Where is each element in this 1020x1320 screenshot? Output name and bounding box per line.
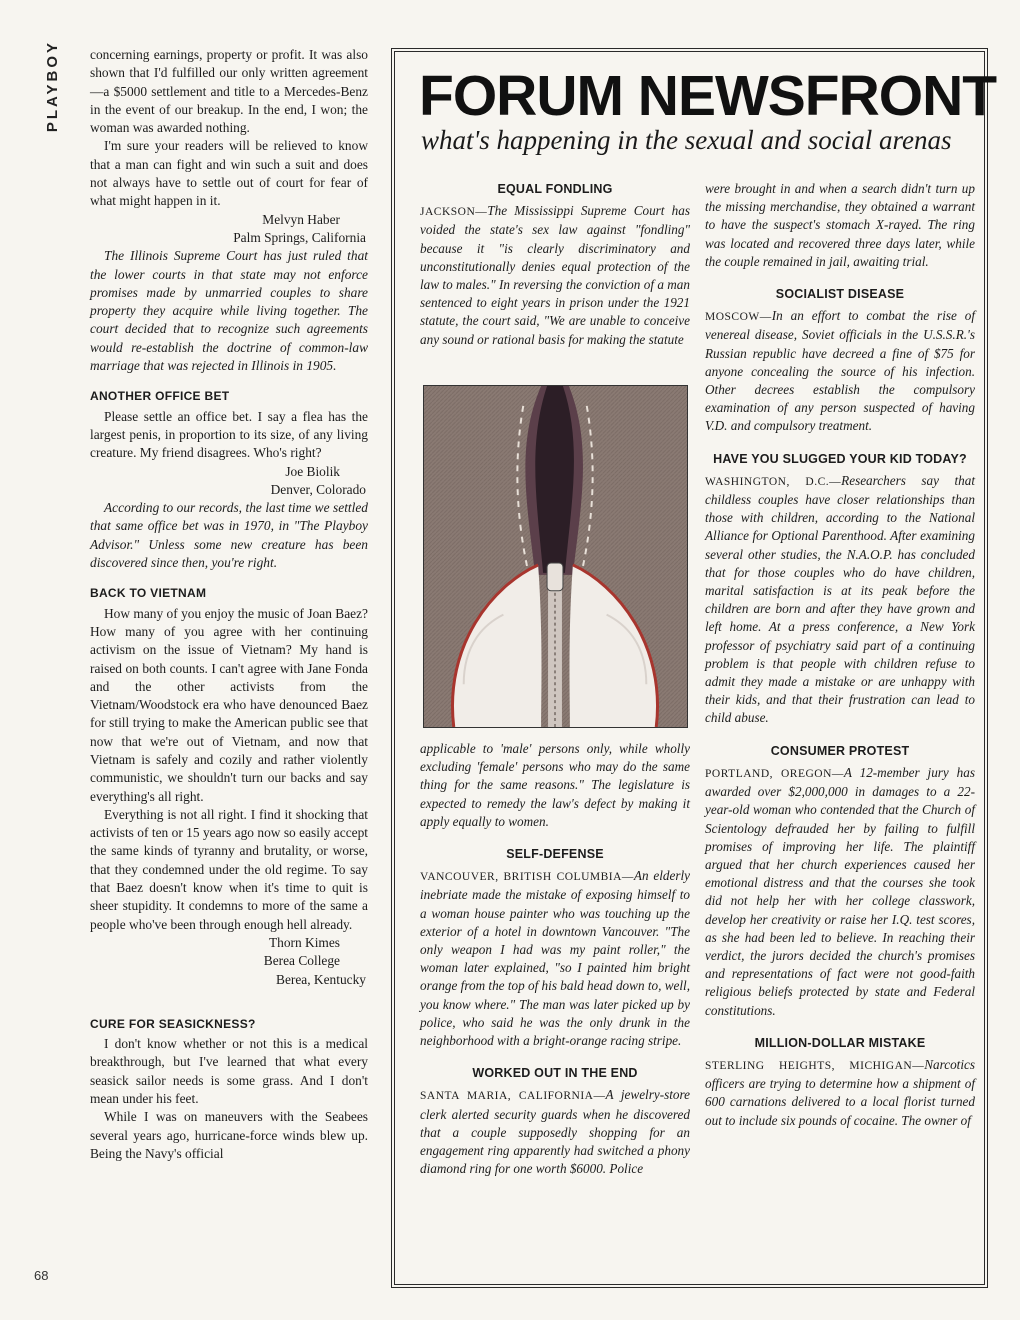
news-text: A jewelry-store clerk alerted security guards when he discovered that a couple supposedly shopping for an engagement ring apparently had switched a phony diamond ring for one worth $6000. Police <box>420 1087 690 1177</box>
section-title: FORUM NEWSFRONT <box>419 64 997 128</box>
news-item <box>705 472 975 728</box>
news-headline: SOCIALIST DISEASE <box>775 287 905 302</box>
news-item <box>420 202 690 349</box>
editor-reply: According to our records, the last time we settled that same office bet was in 1970, in "The Playboy Advisor." Unless some new creature has been discovered since then, you're right. <box>90 500 368 571</box>
news-column-middle-bottom <box>420 740 690 1178</box>
dateline: MOSCOW— <box>705 311 772 324</box>
letter-paragraph: I don't know whether or not this is a medical breakthrough, but I've learned that what every seasick sailor needs is some grass. And I don't mean under his feet. <box>90 1036 368 1107</box>
news-headline: CONSUMER PROTEST <box>770 743 910 758</box>
signature-place: Palm Springs, California <box>233 229 366 245</box>
dateline: WASHINGTON, D.C.— <box>705 475 842 488</box>
news-headline: WORKED OUT IN THE END <box>472 1066 638 1081</box>
news-item <box>705 307 975 435</box>
dateline: SANTA MARIA, CALIFORNIA— <box>420 1090 606 1103</box>
signature-name: Melvyn Haber <box>262 211 340 227</box>
letter-paragraph: I'm sure your readers will be relieved to know that a man can fight and win such a suit and does not always have to settle out of court for fear of what might happen in it. <box>90 138 368 209</box>
letter-heading: BACK TO VIETNAM <box>90 586 207 601</box>
letter-paragraph: While I was on maneuvers with the Seabees several years ago, hurricane-force winds blew up. Being the Navy's official <box>90 1109 368 1161</box>
letter-paragraph: Everything is not all right. I find it shocking that activists of ten or 15 years ago now so easily accept the same kinds of tyranny and brutality, or worse, that they condemned under the old regime. To say that Baez doesn't know when it's time to quit is sheer stupidity. It condemns to more of the same a people who've been through enough hell already. <box>90 806 368 932</box>
news-headline: HAVE YOU SLUGGED YOUR KID TODAY? <box>713 451 967 466</box>
news-column-right <box>705 180 975 1130</box>
dateline: JACKSON— <box>420 206 488 219</box>
zipper-illustration-art <box>424 386 687 727</box>
signature-org: Berea College <box>263 953 340 969</box>
letter-paragraph: Please settle an office bet. I say a flea has the largest penis, in proportion to its size, of any living creature. My friend disagrees. Who's right? <box>90 408 368 461</box>
signature-place: Denver, Colorado <box>270 481 366 497</box>
news-item <box>420 1086 690 1178</box>
news-item <box>705 1056 975 1130</box>
letter-paragraph: concerning earnings, property or profit. It was also shown that I'd fulfilled our only written agreement—a $5000 settlement and title to a Mercedes-Benz in the event of our breakup. In the end, I won; the woman was awarded nothing. <box>90 47 368 136</box>
side-label-text: PLAYBOY <box>44 40 61 133</box>
signature-name: Thorn Kimes <box>268 934 340 950</box>
page-number: 68 <box>34 1268 49 1283</box>
news-item <box>705 764 975 1020</box>
magazine-side-label <box>42 40 62 132</box>
news-text: applicable to 'male' persons only, while wholly excluding 'female' persons who may do the same thing for the same reasons." The legislature is expected to remedy the law's defect by making it apply equally to women. <box>420 741 690 829</box>
signature-place: Berea, Kentucky <box>276 971 366 987</box>
editor-reply: The Illinois Supreme Court has just ruled that the lower courts in that state may not enforce promises made by unmarried couples to share property they acquire while living together. The court decided that to recognize such agreements would re-establish the doctrine of common-law marriage that was rejected in Illinois in 1905. <box>90 248 368 374</box>
letters-column <box>90 46 368 1163</box>
section-subtitle: what's happening in the sexual and social arenas <box>421 125 952 155</box>
dateline: PORTLAND, OREGON— <box>705 767 844 780</box>
dateline: STERLING HEIGHTS, MICHIGAN— <box>705 1059 925 1072</box>
letter-heading: CURE FOR SEASICKNESS? <box>90 1016 256 1031</box>
news-item <box>420 867 690 1050</box>
news-text: Researchers say that childless couples have closer relationships than those with children, according to the National Alliance for Optional Parenthood. After examining several other studies, the N.A.O.P. has concluded that for those couples who do have children, marital satisfaction is at its peak before the children are born and after they have grown and left home. At a press conference, a New York professor of psychiatry said part of a continuing problem is that people with children refuse to admit they made a mistake or are unhappy with their kids, and that their frustration can lead to child abuse. <box>705 472 975 726</box>
news-text: were brought in and when a search didn't turn up the missing merchandise, they obtained a warrant to have the suspect's stomach X-rayed. The ring was located and recovered three days later, while the couple remained in jail, awaiting trial. <box>705 181 975 269</box>
zipper-illustration <box>423 385 688 728</box>
news-text: A 12-member jury has awarded over $2,000,000 in damages to a 22-year-old woman who contended that the Church of Scientology defrauded her by failing to fulfill promises of improving her life. The plaintiff argued that her church experiences caused her emotional distress and that the courses she took did not help her with her college classwork, develop her creativity or raise her I.Q. test scores, as she had been led to believe. In reaching their verdict, the jurors decided the church's promises and representations of fact were not good-faith religious beliefs protected by state and Federal constitutions. <box>705 764 975 1018</box>
news-headline: EQUAL FONDLING <box>497 182 613 196</box>
news-text: In an effort to combat the rise of venereal disease, Soviet officials in the U.S.S.R.'s Russian republic have decreed a fine of $75 for anyone concealing the source of his infection. Other decrees establish the compulsory examination of any person suspected of having V.D. and compulsory treatment. <box>705 308 975 434</box>
news-headline: SELF-DEFENSE <box>506 847 604 862</box>
signature-name: Joe Biolik <box>285 463 340 479</box>
letter-paragraph: How many of you enjoy the music of Joan Baez? How many of you agree with her continuing activism on the issue of Vietnam? My hand is raised on both counts. I can't agree with Jane Fonda and the other activists from the Vietnam/Woodstock era who have denounced Baez for still trying to make the American public see that now that we're out of Vietnam, and now that Vietnam is safely and cozily and rather violently communistic, we shouldn't turn our backs and say everything's all right. <box>90 605 368 804</box>
news-column-middle-top <box>420 180 690 349</box>
news-text: The Mississippi Supreme Court has voided the state's sex law against "fondling" because it "is clearly discriminatory and unconstitutionally denies equal protection of the law to males." In reversing the conviction of a man sentenced to eight years in prison under the 1921 statute, the court said, "We are unable to conceive any sound or rational basis for making the statute <box>420 203 690 347</box>
news-text: An elderly inebriate made the mistake of exposing himself to a woman house painter who was touching up the exterior of a hotel in downtown Vancouver. "The only weapon I had was my paint roller," the woman later explained, "so I painted him bright orange from the top of his bald head down to, well, you know where." The man was later picked up by police, who said he was the only drunk in the neighborhood with a bright-orange racing stripe. <box>420 868 690 1049</box>
news-text: Narcotics officers are trying to determine how a shipment of 600 carnations delivered to a local florist turned out to include six pounds of cocaine. The owner of <box>705 1056 975 1128</box>
letter-heading: ANOTHER OFFICE BET <box>90 389 230 404</box>
dateline: VANCOUVER, BRITISH COLUMBIA— <box>420 871 634 884</box>
news-headline: MILLION-DOLLAR MISTAKE <box>754 1035 926 1050</box>
